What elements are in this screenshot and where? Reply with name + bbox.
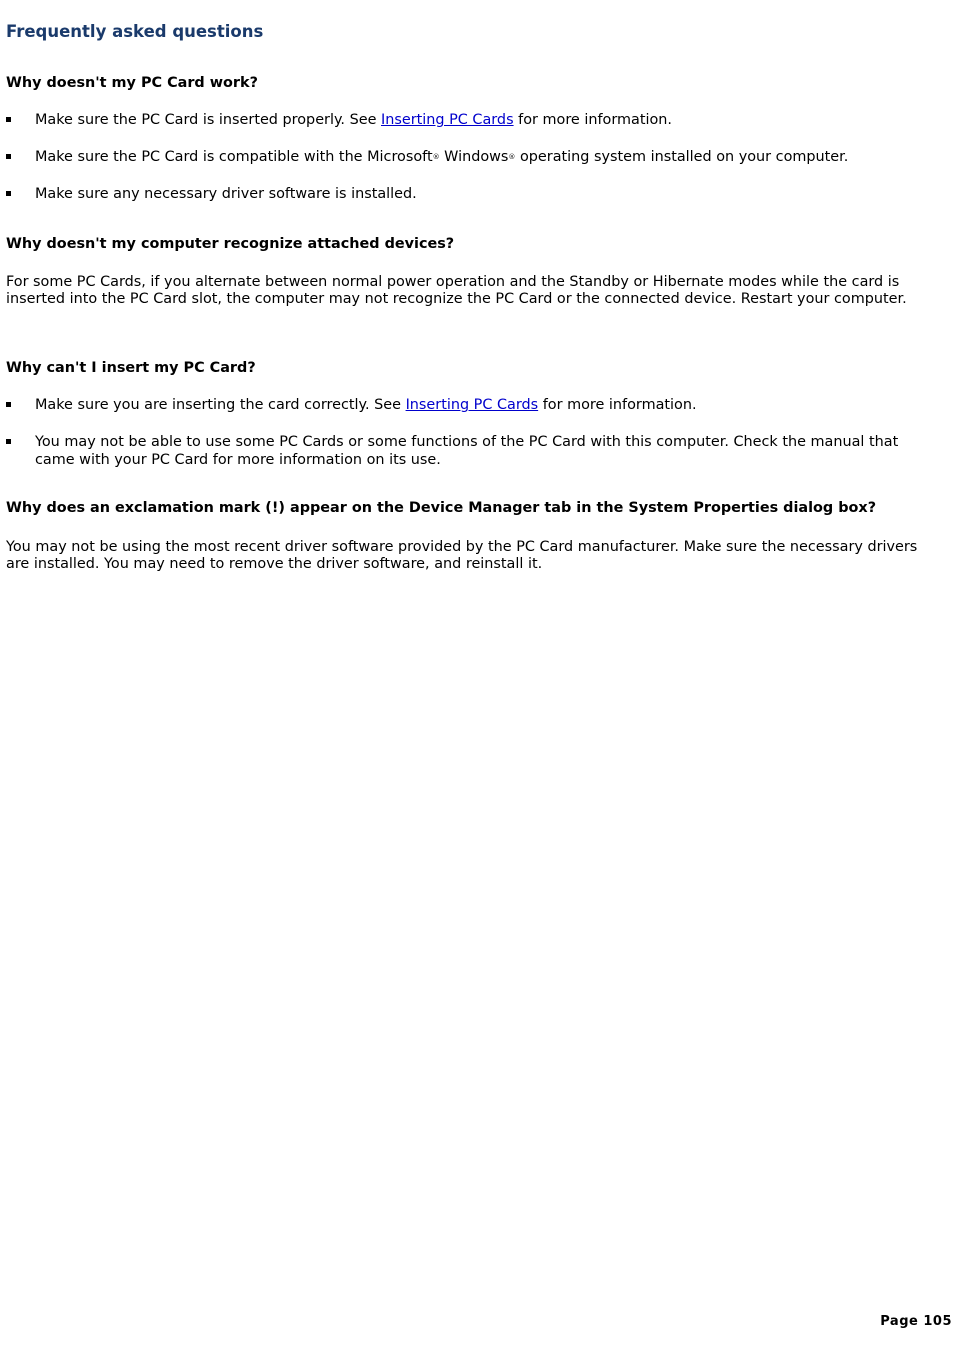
question-exclamation-mark: Why does an exclamation mark (!) appear on the Device Manager tab in the System Properties dialog box? — [6, 500, 877, 516]
list-item-text: Make sure you are inserting the card correctly. See Inserting PC Cards for more information. — [35, 397, 697, 413]
list-item-text: You may not be able to use some PC Cards or some functions of the PC Card with this computer. Check the manual that came with your PC Card for more information on its use. — [35, 434, 899, 468]
answer-paragraph: You may not be using the most recent driver software provided by the PC Card manufacturer. Make sure the necessary drivers are installed. You may need to remove the driver software, and reinstall it. — [6, 539, 918, 572]
answer-paragraph: For some PC Cards, if you alternate between normal power operation and the Standby or Hibernate modes while the card is inserted into the PC Card slot, the computer may not recognize the PC Card or the connected device. Restart your computer. — [6, 274, 907, 307]
inserting-pc-cards-link[interactable]: Inserting PC Cards — [405, 397, 539, 413]
registered-mark: ® — [508, 153, 516, 161]
page-title: Frequently asked questions — [6, 22, 264, 41]
list-item-text: Make sure any necessary driver software is installed. — [35, 186, 417, 202]
inserting-pc-cards-link[interactable]: Inserting PC Cards — [381, 112, 514, 128]
bullet-icon — [6, 117, 11, 122]
question-pc-card-not-working: Why doesn't my PC Card work? — [6, 75, 258, 91]
question-devices-not-recognized: Why doesn't my computer recognize attached devices? — [6, 236, 455, 252]
registered-mark: ® — [432, 153, 440, 161]
list-item-text: Make sure the PC Card is inserted properly. See Inserting PC Cards for more information. — [35, 112, 672, 128]
page-number: Page 105 — [880, 1314, 952, 1329]
list-item-text: Make sure the PC Card is compatible with the Microsoft® Windows® operating system installed on your computer. — [35, 149, 849, 165]
question-cannot-insert-card: Why can't I insert my PC Card? — [6, 360, 256, 376]
bullet-icon — [6, 191, 11, 196]
bullet-icon — [6, 439, 11, 444]
bullet-icon — [6, 402, 11, 407]
bullet-icon — [6, 154, 11, 159]
